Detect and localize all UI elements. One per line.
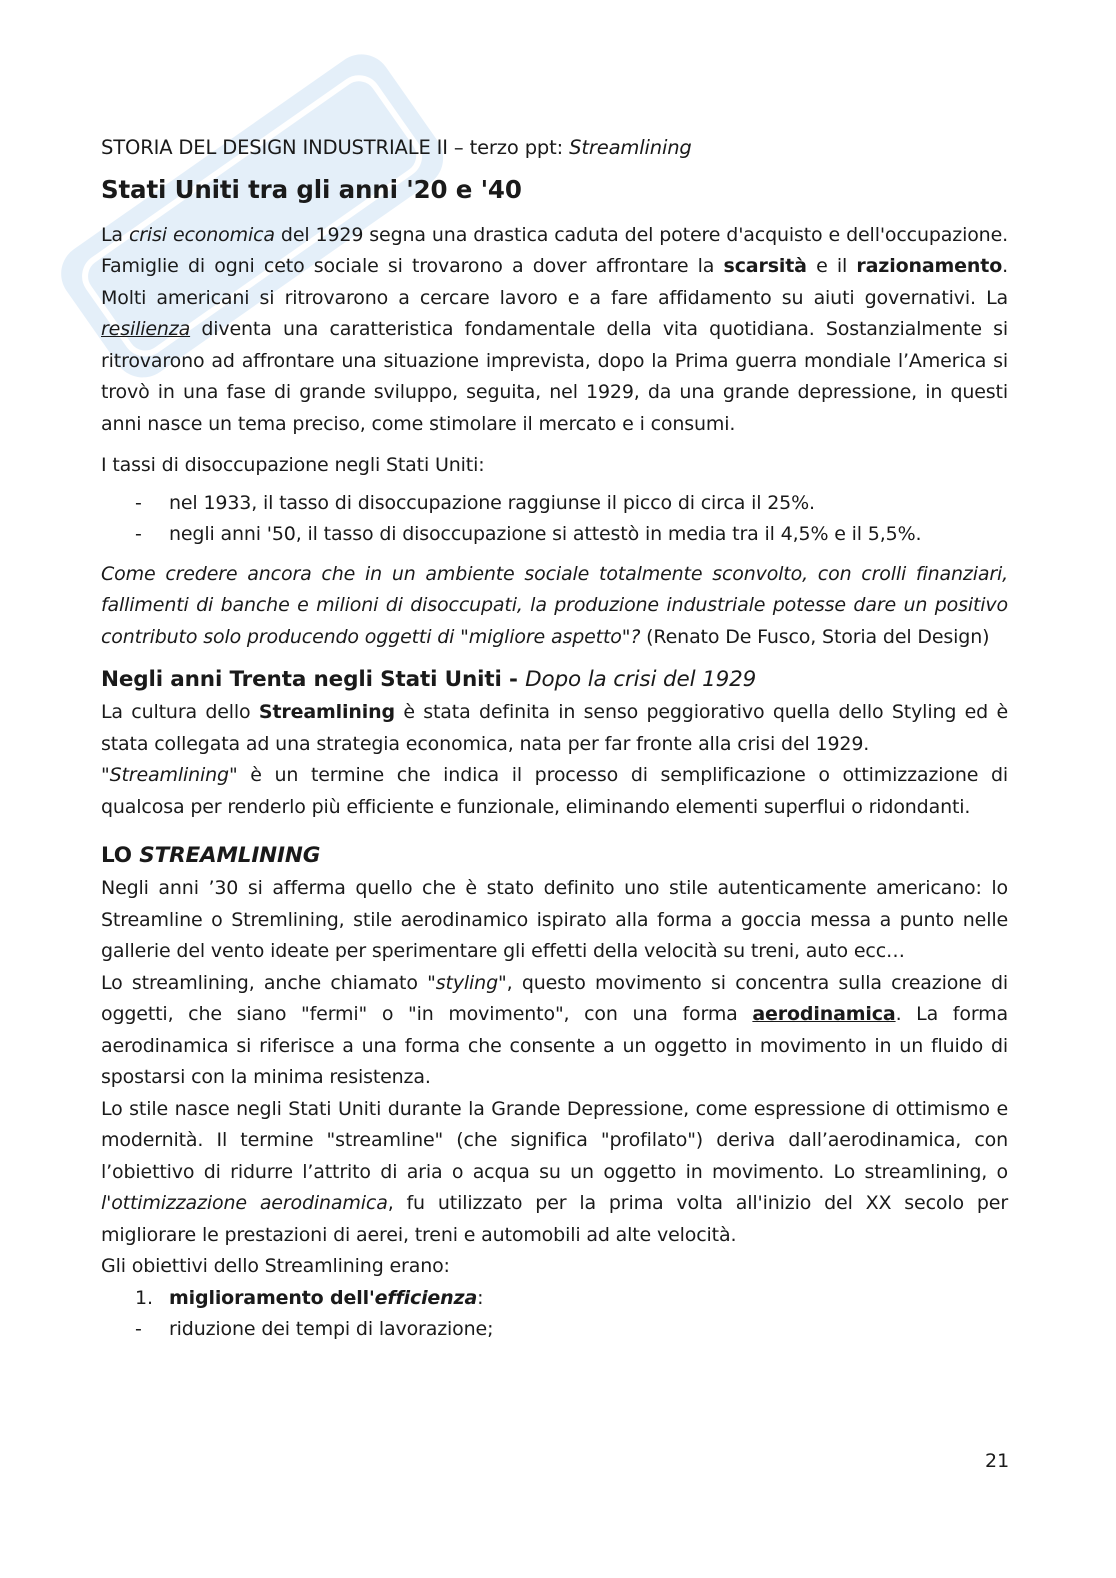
goals-intro: Gli obiettivi dello Streamlining erano: (101, 1255, 450, 1277)
paragraph-crisis: La crisi economica del 1929 segna una drastica caduta del potere d'acquisto e dell'occupazione. Famiglie di ogni ceto sociale si trovarono a dover affrontare la scarsità e il razionamento. Molti americani si ritrovarono a cercare lavoro e a fare affidamento su aiuti governativi. La resilienza diventa una caratteristica fondamentale della vita quotidiana. Sostanzialmente si ritrovarono ad affrontare una situazione imprevista, dopo la Prima guerra mondiale l’America si trovò in una fase di grande sviluppo, seguita, nel 1929, da una grande depressione, in questi anni nasce un tema preciso, come stimolare il mercato e i consumi. (101, 223, 1009, 435)
list-item: - nel 1933, il tasso di disoccupazione raggiunse il picco di circa il 25%. (101, 488, 1008, 520)
paragraph-culture: La cultura dello Streamlining è stata definita in senso peggiorativo quella dello Styling ed è stata collegata ad una strategia economica, nata per far fronte alla crisi del 1929. (101, 701, 1008, 755)
list-item: 1. miglioramento dell'efficienza: (135, 1286, 484, 1309)
term-scarcity: scarsità (723, 255, 807, 277)
section-title-usa: Stati Uniti tra gli anni '20 e '40 (101, 174, 522, 204)
course-topic: Streamlining (569, 136, 692, 159)
document-page (101, 132, 1008, 1354)
page-number: 21 (985, 1450, 1010, 1472)
document-header (101, 132, 1008, 164)
paragraph-definition: "Streamlining" è un termine che indica il processo di semplificazione o ottimizzazione di qualcosa per renderlo più efficiente e funzionale, eliminando elementi superflui o ridondanti. (101, 764, 1008, 818)
course-title: STORIA DEL DESIGN INDUSTRIALE II – terzo ppt: (101, 136, 570, 159)
term-resilience: resilienza (101, 318, 191, 340)
list-item: - negli anni '50, il tasso di disoccupazione si attestò in media tra il 4,5% e il 5,5%. (101, 519, 1008, 551)
paragraph-origin: Lo stile nasce negli Stati Uniti durante la Grande Depressione, come espressione di ottimismo e modernità. Il termine "streamline" (che significa "profilato") deriva dall’aerodinamica, con l’obiettivo di ridurre l’attrito di aria o acqua su un oggetto in movimento. Lo streamlining, o l'ottimizzazione aerodinamica, fu utilizzato per la prima volta all'inizio del XX secolo per migliorare le prestazioni di aerei, treni e automobili ad alte velocità. (101, 1097, 1009, 1246)
term-rationing: razionamento (856, 255, 1003, 277)
quote-text: Come credere ancora che in un ambiente sociale totalmente sconvolto, con crolli finanziari, fallimenti di banche e milioni di disoccupati, la produzione industriale potesse dare un positivo contributo solo producendo oggetti di "migliore aspetto"? (101, 562, 1008, 648)
list-item: - riduzione dei tempi di lavorazione; (101, 1314, 1008, 1346)
paragraph-styling: Lo streamlining, anche chiamato "styling", questo movimento si concentra sulla creazione di oggetti, che siano "fermi" o "in movimento", con una forma aerodinamica. La forma aerodinamica si riferisce a una forma che consente a un oggetto in movimento in un fluido di spostarsi con la minima resistenza. (101, 971, 1009, 1088)
term-streamlining: Streamlining (258, 701, 395, 723)
term-aerodynamic: aerodinamica (752, 1003, 896, 1025)
goals-list (101, 1283, 1008, 1315)
quote-source: (Renato De Fusco, Storia del Design) (640, 625, 990, 648)
goal1-items (101, 1314, 1008, 1346)
term-economic-crisis: crisi economica (128, 223, 275, 246)
paragraph-american-style: Negli anni ’30 si afferma quello che è stato definito uno stile autenticamente americano: lo Streamline o Stremlining, stile aerodinamico ispirato alla forma a goccia messa a punto nelle gallerie del vento ideate per sperimentare gli effetti della velocità su treni, auto ecc… (101, 877, 1008, 962)
rates-list (101, 488, 1008, 551)
section-title-streamlining: LO STREAMLINING (101, 843, 321, 868)
rates-intro: I tassi di disoccupazione negli Stati Uniti: (101, 454, 485, 476)
quote-paragraph (101, 559, 1008, 654)
section-title-thirties: Negli anni Trenta negli Stati Uniti - Dopo la crisi del 1929 (101, 667, 757, 692)
